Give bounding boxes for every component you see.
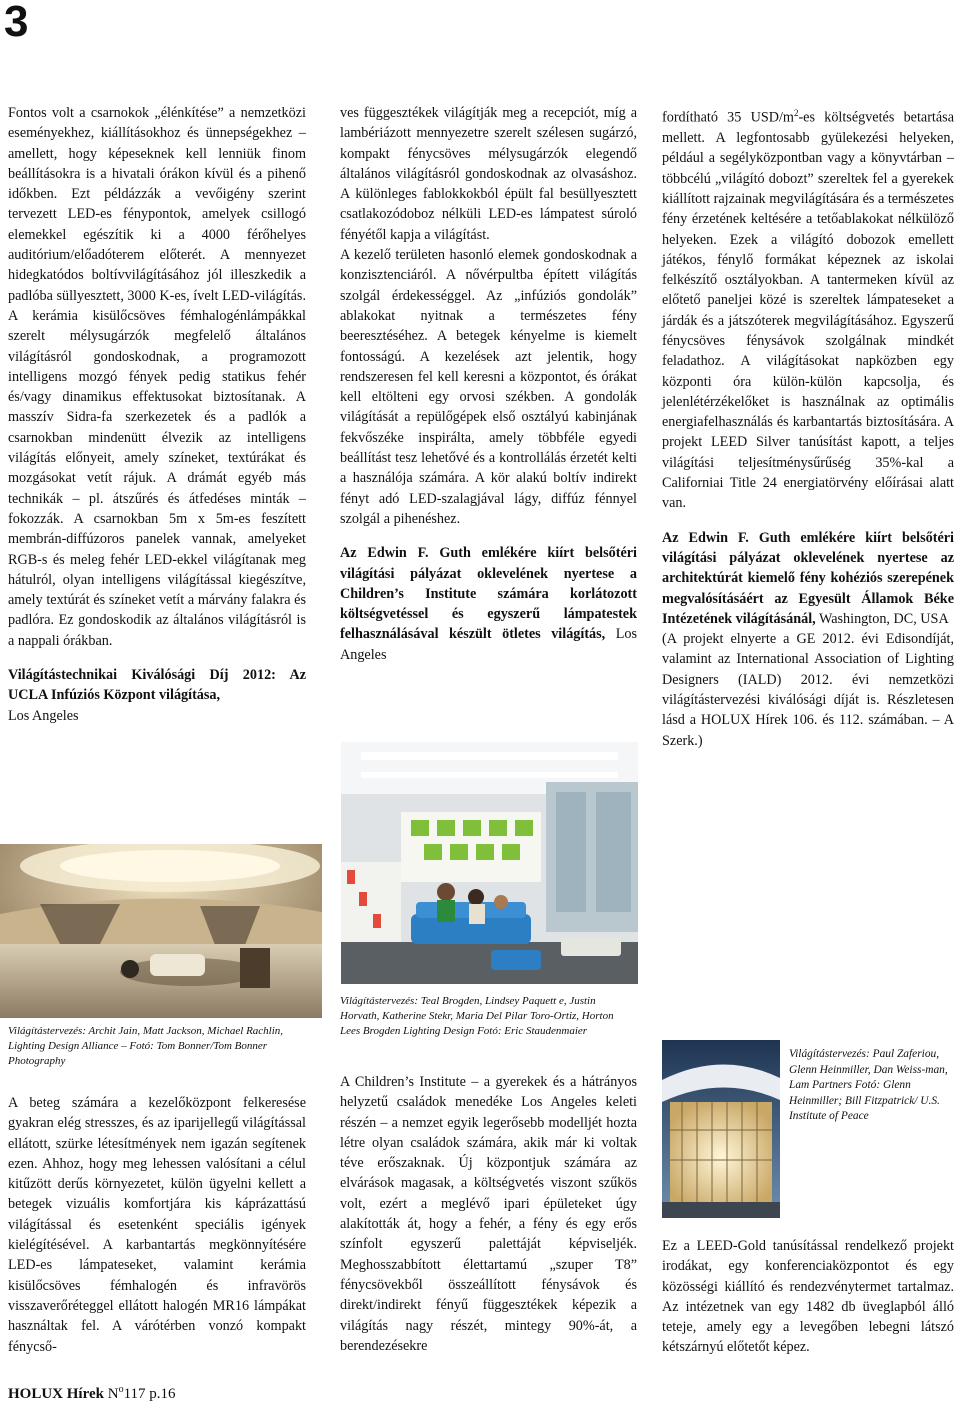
us-institute-of-peace-photo bbox=[662, 1040, 780, 1218]
usip-photo-caption: Világítástervezés: Paul Zaferiou, Glenn Heinmiller, Dan Weiss-man, Lam Partners Fotó: Glenn Heinmiller; Bill Fitzpatrick/ U.S. Institute of Peace bbox=[789, 1048, 948, 1122]
column-3-body-text: Ez a LEED-Gold tanúsítással rendelkező projekt irodákat, egy konferenciaközpontot és egy közösségi kiállító és rendezvénytermet tartalmaz. Az intézetnek van egy 1482 db üveglapból álló teteje, amely egy a levegőben lebegni látszó kétszárnyú előtetőt képez. bbox=[662, 1238, 954, 1356]
award-title-ucla: Világítástechnikai Kiválósági Díj 2012: Az UCLA Infúziós Központ világítása, Los Angeles bbox=[8, 667, 306, 724]
column-1-body bbox=[8, 1093, 306, 1357]
column-1 bbox=[8, 103, 306, 726]
column-3-intro: fordítható 35 USD/$m^2-es$ költségvetés betartása mellett. A legfontosabb gyülekezési helyeken, például a segélyközpontban vagy a könyvtárban – többcélú „világító dobozt” szereltek fel a gyerekek kiállított rajzainak megvilágítására és a természetes fény érzetének keltésére a tetőablakokat nélkülöző helyeken. Ezek a világító dobozok emellett játékos, fénylő formákat képeznek az iskolai felkészítő osztályokban. A tantermeken kívül az előtető paneljei közé is szereltek lámpateseket a járdák és a játszóterek megvilágításához. Egyszerű fénycsöves fénysávok szolgálnak mindkét feladathoz. A világításokat napközben egy központi óra külön-külön kapcsolja, és jelenlétérzékelőket is használnak az optimális energiafelhasználás és karbantartás biztosítására. A projekt LEED Silver tanúsítást kapott, a teljes világítási teljesítménysűrűség 35%-kal a Californiai Title 24 energiatörvény előírásai alatt van. bbox=[662, 108, 954, 512]
ucla-infusion-center-photo bbox=[0, 844, 322, 1018]
column-3 bbox=[662, 103, 954, 751]
award-place-usip: Washington, DC, USA bbox=[818, 610, 949, 627]
column-2-body bbox=[340, 1072, 637, 1356]
column-1-intro: Fontos volt a csarnokok „élénkítése” a nemzetközi eseményekhez, kiállításokhoz és ünnepségekhez – amellett, hogy képeseknek kell lenniük finom beállításokra is a hivatali órákon kívül és a pihenő időkben. Ezt példázzák a vevőigény szerint tervezett LED-es fénypontok, amelyek csillogó elemekkel egészítik ki a 4000 férőhelyes auditórium/előadóterem előterét. A mennyezet hidegkatódos boltívvilágításához jól illeszkedik a padlóba süllyesztett, 3000 K-es, ívelt LED-világítás. A kerámia kisülőcsöves fémhalogénlámpákkal szerelt mélysugárzók megfelelő általános világításról gondoskodnak, a programozott intelligens mozgó fények pedig statikus fehér és/vagy dinamikus effektusokat biztosítanak. A masszív Sidra-fa szerkezetek és a padlók a csarnokban mindenütt élvezik az intelligens világítás előnyeit, amely színeket, textúrákat és mozgásokat vetít rájuk. A drámát egyéb más technikák – pl. átszűrés és átfedéses minták – fokozzák. A csarnokban 5m x 5m-es feszített membrán-diffúzoros panelek vannak, amelyeket RGB-s és meleg fehér LED-ekkel világítanak meg hátulról, olyan intelligens világítással kiegészítve, amely textúrát és színeket vetít a márvány falakra és padlóra. Ez gondoskodik az általános világításról is a nappali órákban. bbox=[8, 105, 306, 649]
column-3-body bbox=[662, 1236, 954, 1358]
footer-number: $N^o117$ p.16 bbox=[107, 1384, 176, 1402]
award-title-childrens-institute: Az Edwin F. Guth emlékére kiírt belsőtéri világítási pályázat oklevelének nyertese a Children’s Institute számára korlátozott költségvetéssel és egyszerű lámpatestek felhasználásával készült ötletes világítás, Los Angeles bbox=[340, 545, 638, 663]
column-2-para2: A kezelő területen hasonló elemek gondoskodnak a konzisztenciáról. A nővérpultba épített világítás szolgál érdekességgel. Az „infúziós gondolák” ablakokat nyitnak a természetes fény beeresztéséhez. A betegek kényelme is kiemelt fontosságú. A kezelések azt jelentik, hogy rendszeresen fel kell keresni a központot, és órákat kell eltölteni egy orvosi székben. A gondolák világítását a repülőgépek első osztályú kabinjának fekvőszéke inspirálta, amely többféle egyedi beállítást tesz lehetővé és a kontrollálás érzetét kelti a használója számára. A kör alakú boltív indirekt fényt adó LED-szalagjával lágy, diffúz fénnyel szolgál a pihenéshez. bbox=[340, 247, 637, 527]
column-3-note: (A projekt elnyerte a GE 2012. évi Edisondíját, valamint az International Association of Lighting Designers (IALD) 2012. évi nemzetközi világítástervezési kiválósági díját is. Részletesen lásd a HOLUX Hírek 106. és 112. számában. – A Szerk.) bbox=[662, 631, 954, 749]
column-2 bbox=[340, 103, 637, 665]
column-2-intro: ves függesztékek világítják meg a recepciót, míg a lambériázott mennyezetre szerelt szélesen sugárzó, kompakt fénycsöves mélysugárzók elegendő általános világításról gondoskodnak az olvasáshoz. A különleges fablokkokból épült fal besüllyesztett csatlakozódoboz nélküli LED-es lámpatest súroló fényétől kapja a világítást. bbox=[340, 105, 637, 243]
footer bbox=[8, 1384, 176, 1403]
award-place-ucla: Los Angeles bbox=[8, 707, 79, 724]
childrens-institute-photo bbox=[341, 742, 638, 984]
column-2-body-text: A Children’s Institute – a gyerekek és a hátrányos helyzetű családok menedéke Los Angeles keleti részén – a nemzet egyik legerősebb modelljét hozta létre olyan családok számára, akik már ki voltak téve erőszaknak. Új központjuk számára az elvárások magasak, a költségvetés viszont szűkös volt, ezért a meglévő ipari épületeket úgy alakították át, hogy a fehér, a fény és egy erős színfolt egyszerű palettáját képviseljék. Meghosszabbított élettartamú „szuper T8” fénycsövekből összeállított fénysávok és direkt/indirekt fényű függesztékek képezik a világítás nagy részét, mintegy 90%-át, a berendezésekre bbox=[340, 1074, 637, 1354]
column-1-body-text: A beteg számára a kezelőközpont felkeresése gyakran elég stresszes, és az iparijellegű világítással ellátott, szürke létesítmények nem igazán segítenek ezen. Ahhoz, hogy meg lehessen valósítani a célul kitűzött derűs környezetet, külön ügyelni kellett a betegek vizuális komfortjára kis káprázattású világítással és esetenként speciális igények kielégítésével. A karbantartás megkönnyítésére LED-es lámpateseket, valamint kerámia kisülőcsöves fémhalogén és infravörös visszaverőréteggel ellátott halogén MR16 lámpákat használtak fel. A várótérben vonzó kompakt fénycső- bbox=[8, 1095, 306, 1355]
footer-brand: HOLUX Hírek bbox=[8, 1386, 104, 1402]
ucla-photo-caption: Világítástervezés: Archit Jain, Matt Jackson, Michael Rachlin, Lighting Design Alliance – Fotó: Tom Bonner/Tom Bonner Photography bbox=[8, 1025, 284, 1067]
childrens-institute-photo-caption: Világítástervezés: Teal Brogden, Lindsey Paquett e, Justin Horvath, Katherine Stekr, Maria Del Pilar Toro-Ortiz, Horton Lees Brogden Lighting Design Fotó: Eric Staudenmaier bbox=[340, 995, 614, 1037]
award-title-usip: Az Edwin F. Guth emlékére kiírt belsőtéri világítási pályázat oklevelének nyertese az architektúrát kiemelő fény kohéziós szerepének megvalósításáért az Egyesült Államok Béke Intézetének világításánál, Washington, DC, USA bbox=[662, 529, 954, 627]
award-place-childrens: Los Angeles bbox=[340, 626, 638, 663]
page-number: 3 bbox=[4, 0, 29, 46]
